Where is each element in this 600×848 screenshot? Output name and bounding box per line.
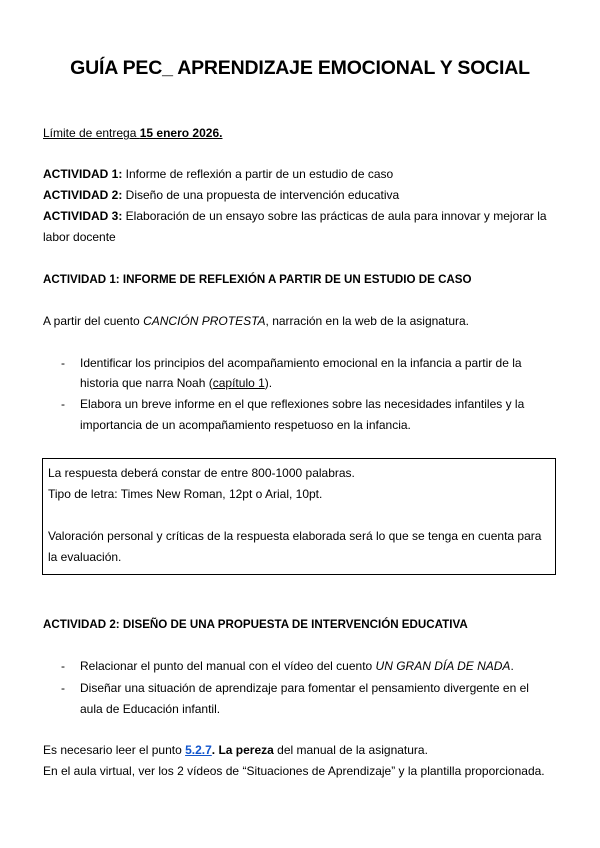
activity1-bullet2-line1: Elabora un breve informe en el que reflexiones sobre las necesidades infantiles y la [80,397,525,411]
bullet-text: historia que narra Noah ( [80,376,213,390]
activity-summary-label: ACTIVIDAD 3: [43,209,123,223]
section-link[interactable]: 5.2.7 [185,743,212,757]
activity2-note1 [43,743,428,757]
activity-summary-2 [43,188,399,202]
activity1-bullet1-line1: Identificar los principios del acompañamiento emocional en la infancia a partir de la [80,356,522,370]
activity-summary-text: Informe de reflexión a partir de un estudio de caso [122,167,394,181]
requirements-box [42,458,556,575]
activity1-bullet2-line2: importancia de un acompañamiento respetuoso en la infancia. [80,418,411,432]
bullet-text: Relacionar el punto del manual con el vídeo del cuento [80,659,376,673]
intro-text: A partir del cuento [43,314,144,328]
requirements-line1: La respuesta deberá constar de entre 800-1000 palabras. [48,466,355,480]
activity-summary-3 [43,209,547,223]
document-title: GUÍA PEC_ APRENDIZAJE EMOCIONAL Y SOCIAL [70,57,530,79]
bullet-dash: - [61,681,65,695]
chapter-link[interactable]: capítulo 1 [212,376,265,390]
activity-summary-3-cont: labor docente [43,230,116,244]
activity2-bullet2-line2: aula de Educación infantil. [80,702,221,716]
activity1-bullet1-line2 [80,376,272,390]
requirements-line4: la evaluación. [48,550,122,564]
bullet-dash: - [61,659,65,673]
activity-summary-label: ACTIVIDAD 1: [43,167,123,181]
requirements-line3: Valoración personal y críticas de la respuesta elaborada será lo que se tenga en cuenta para [48,529,542,543]
activity2-note2: En el aula virtual, ver los 2 vídeos de “Situaciones de Aprendizaje” y la plantilla proporcionada. [43,764,545,778]
bullet-dash: - [61,356,65,370]
requirements-line2: Tipo de letra: Times New Roman, 12pt o Arial, 10pt. [48,487,323,501]
activity-summary-text: Elaboración de un ensayo sobre las prácticas de aula para innovar y mejorar la [122,209,547,223]
video-title: UN GRAN DÍA DE NADA [375,659,511,673]
deadline-date: 15 enero 2026. [139,126,223,140]
activity-summary-label: ACTIVIDAD 2: [43,188,123,202]
note-text: Es necesario leer el punto [43,743,186,757]
bullet-text: ). [264,376,273,390]
activity2-heading: ACTIVIDAD 2: DISEÑO DE UNA PROPUESTA DE INTERVENCIÓN EDUCATIVA [43,618,468,631]
activity-summary-text: Diseño de una propuesta de intervención educativa [122,188,400,202]
bullet-dash: - [61,397,65,411]
activity2-bullet1 [80,659,514,673]
deadline-label: Límite de entrega [43,126,140,140]
intro-text: , narración en la web de la asignatura. [265,314,469,328]
activity1-heading: ACTIVIDAD 1: INFORME DE REFLEXIÓN A PARTIR DE UN ESTUDIO DE CASO [43,273,472,286]
activity1-intro [43,314,469,328]
section-title: . La pereza [211,743,274,757]
deadline-line [43,126,222,140]
bullet-text: . [510,659,514,673]
activity2-bullet2-line1: Diseñar una situación de aprendizaje para fomentar el pensamiento divergente en el [80,681,529,695]
story-title: CANCIÓN PROTESTA [143,314,266,328]
activity-summary-1 [43,167,393,181]
note-text: del manual de la asignatura. [273,743,428,757]
